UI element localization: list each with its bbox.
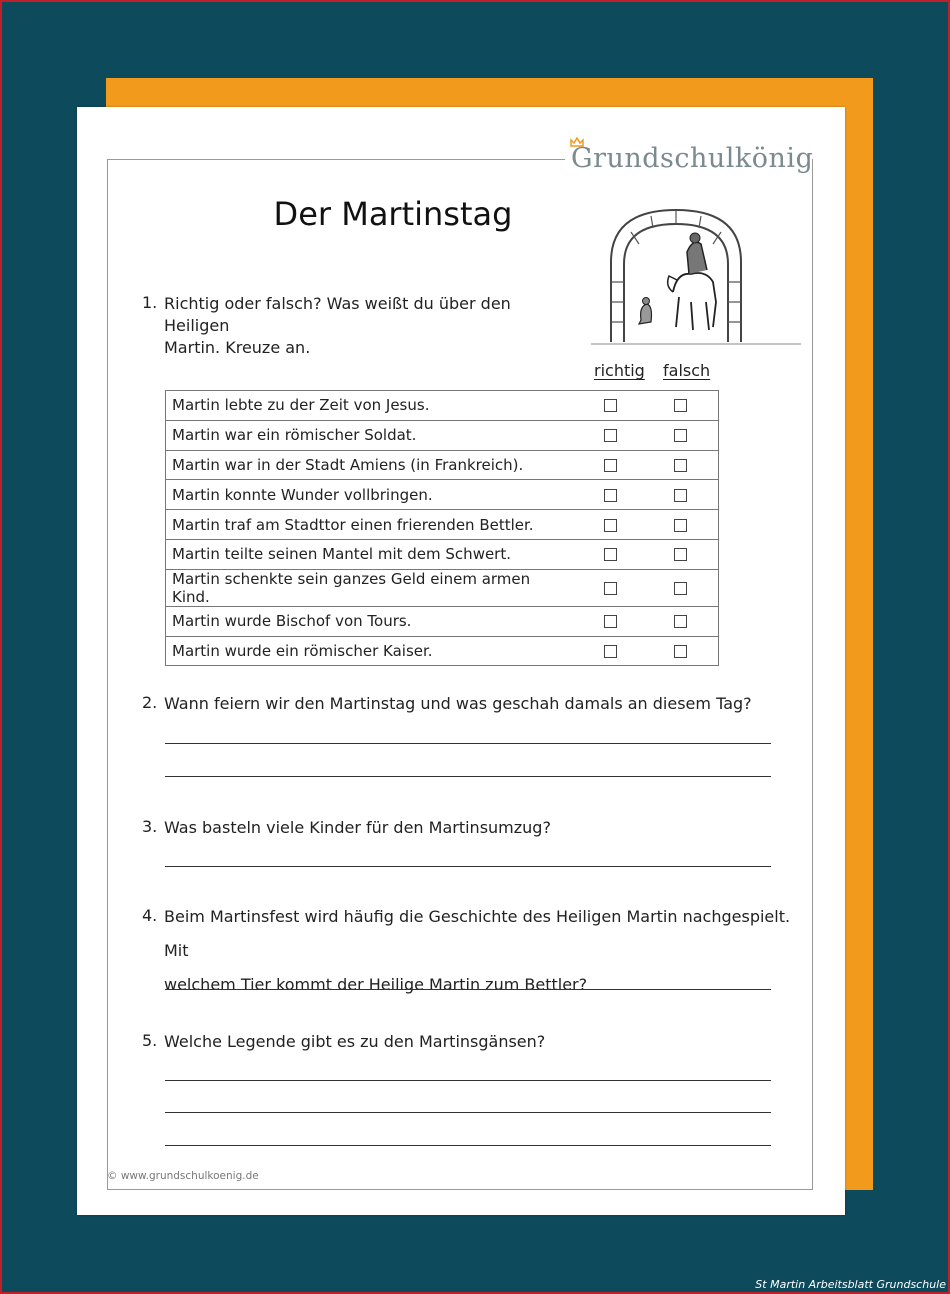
answer-line[interactable]: [165, 1145, 771, 1146]
checkbox-falsch[interactable]: [674, 459, 687, 472]
checkbox-cell-richtig: [578, 636, 642, 666]
checkbox-cell-richtig: [578, 391, 642, 421]
column-header-richtig: richtig: [594, 361, 645, 380]
checkbox-cell-richtig: [578, 480, 642, 510]
statement-row: [166, 450, 719, 480]
checkbox-richtig[interactable]: [604, 489, 617, 502]
checkbox-cell-falsch: [642, 606, 719, 636]
statement-row: [166, 636, 719, 666]
checkbox-falsch[interactable]: [674, 429, 687, 442]
checkbox-cell-richtig: [578, 510, 642, 540]
true-false-table: [165, 390, 719, 666]
checkbox-cell-richtig: [578, 539, 642, 569]
statement-text: Martin war ein römischer Soldat.: [166, 420, 579, 450]
question-4-text: [164, 900, 802, 1002]
checkbox-falsch[interactable]: [674, 582, 687, 595]
checkbox-cell-falsch: [642, 391, 719, 421]
question-1-text: [164, 293, 572, 359]
checkbox-cell-falsch: [642, 480, 719, 510]
checkbox-falsch[interactable]: [674, 615, 687, 628]
question-2: [142, 693, 782, 717]
checkbox-falsch[interactable]: [674, 645, 687, 658]
city-gate-illustration: [591, 202, 801, 352]
checkbox-richtig[interactable]: [604, 519, 617, 532]
worksheet-page: [77, 107, 845, 1215]
statement-text: Martin konnte Wunder vollbringen.: [166, 480, 579, 510]
question-1-line-2: Martin. Kreuze an.: [164, 338, 311, 357]
copyright-notice: © www.grundschulkoenig.de: [107, 1170, 259, 1182]
question-4-line-1: Beim Martinsfest wird häufig die Geschichte des Heiligen Martin nachgespielt. Mit: [164, 907, 791, 960]
checkbox-cell-richtig: [578, 420, 642, 450]
checkbox-richtig[interactable]: [604, 399, 617, 412]
statement-text: Martin wurde Bischof von Tours.: [166, 606, 579, 636]
question-5-number: 5.: [142, 1031, 158, 1050]
statement-text: Martin lebte zu der Zeit von Jesus.: [166, 391, 579, 421]
brand-logo: Grundschulkönig: [571, 143, 814, 174]
checkbox-cell-falsch: [642, 420, 719, 450]
checkbox-cell-falsch: [642, 539, 719, 569]
checkbox-richtig[interactable]: [604, 615, 617, 628]
column-header-falsch: falsch: [663, 361, 711, 380]
checkbox-falsch[interactable]: [674, 519, 687, 532]
question-3-text: Was basteln viele Kinder für den Martinsumzug?: [164, 818, 551, 837]
checkbox-cell-falsch: [642, 450, 719, 480]
checkbox-richtig[interactable]: [604, 582, 617, 595]
checkbox-cell-richtig: [578, 569, 642, 606]
checkbox-cell-falsch: [642, 510, 719, 540]
question-2-number: 2.: [142, 693, 158, 712]
checkbox-richtig[interactable]: [604, 459, 617, 472]
statement-row: [166, 480, 719, 510]
statement-row: [166, 569, 719, 606]
question-4-line-2: welchem Tier kommt der Heilige Martin zum Bettler?: [164, 975, 588, 994]
question-1-line-1: Richtig oder falsch? Was weißt du über den Heiligen: [164, 294, 511, 335]
statement-text: Martin teilte seinen Mantel mit dem Schwert.: [166, 539, 579, 569]
answer-line[interactable]: [165, 1080, 771, 1081]
answer-line[interactable]: [165, 866, 771, 867]
statement-row: [166, 606, 719, 636]
checkbox-falsch[interactable]: [674, 489, 687, 502]
statement-row: [166, 539, 719, 569]
statement-text: Martin war in der Stadt Amiens (in Frankreich).: [166, 450, 579, 480]
question-4-number: 4.: [142, 906, 158, 925]
checkbox-falsch[interactable]: [674, 548, 687, 561]
answer-line[interactable]: [165, 989, 771, 990]
answer-line[interactable]: [165, 1112, 771, 1113]
checkbox-richtig[interactable]: [604, 548, 617, 561]
statement-text: Martin wurde ein römischer Kaiser.: [166, 636, 579, 666]
question-5-text: Welche Legende gibt es zu den Martinsgänsen?: [164, 1032, 546, 1051]
checkbox-richtig[interactable]: [604, 645, 617, 658]
checkbox-cell-richtig: [578, 606, 642, 636]
image-caption: St Martin Arbeitsblatt Grundschule: [755, 1278, 946, 1291]
statement-row: [166, 391, 719, 421]
answer-line[interactable]: [165, 743, 771, 744]
answer-line[interactable]: [165, 776, 771, 777]
page-title: Der Martinstag: [273, 195, 513, 233]
frame-top-line: [107, 159, 565, 160]
question-3-number: 3.: [142, 817, 158, 836]
checkbox-cell-falsch: [642, 569, 719, 606]
statement-row: [166, 510, 719, 540]
checkbox-cell-falsch: [642, 636, 719, 666]
checkbox-richtig[interactable]: [604, 429, 617, 442]
statement-text: Martin traf am Stadttor einen frierenden Bettler.: [166, 510, 579, 540]
statement-row: [166, 420, 719, 450]
question-1-number: 1.: [142, 293, 158, 312]
question-4: [142, 906, 802, 994]
question-2-text: Wann feiern wir den Martinstag und was geschah damals an diesem Tag?: [164, 694, 752, 713]
question-5: [142, 1031, 782, 1055]
question-1: [142, 293, 572, 357]
checkbox-falsch[interactable]: [674, 399, 687, 412]
statement-text: Martin schenkte sein ganzes Geld einem armen Kind.: [166, 569, 579, 606]
question-3: [142, 817, 782, 841]
checkbox-cell-richtig: [578, 450, 642, 480]
